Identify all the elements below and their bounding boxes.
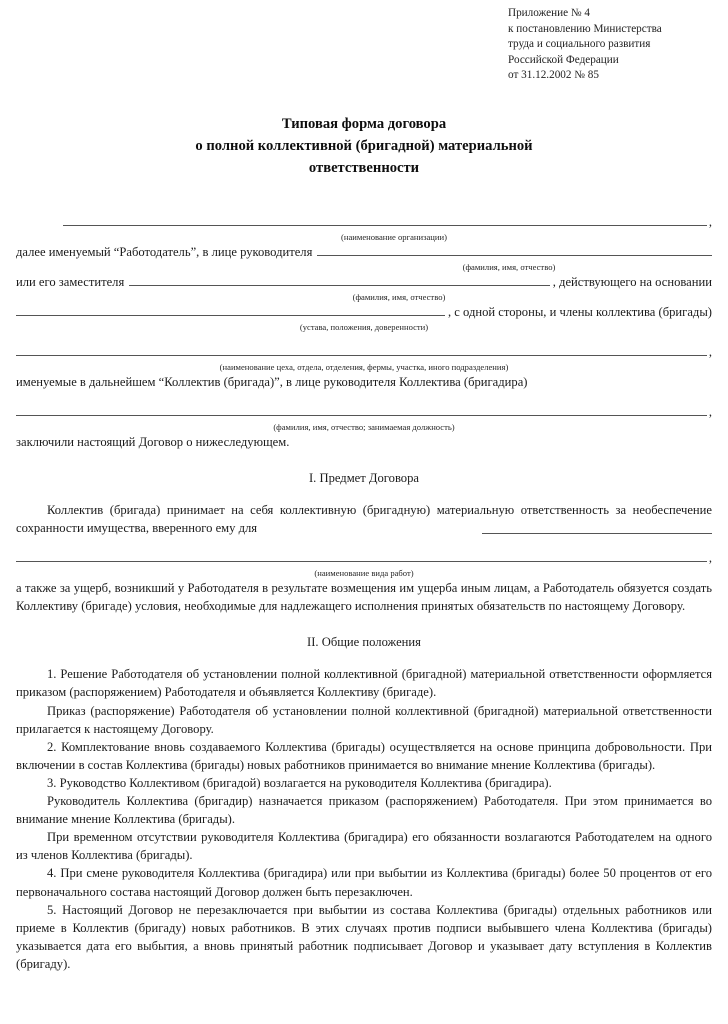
brigadier-trailing-comma: , — [708, 405, 712, 419]
charter-input-line[interactable] — [16, 304, 445, 316]
section-1-paragraph-2: а также за ущерб, возникший у Работодателя в результате возмещения им ущерба иным лицам, а Работодатель обязуется создать Коллективу (бригаде) условия, необходимые для надлежащего исполнения принятых обязательств по настоящему Договору. — [16, 581, 712, 614]
header-note-line-4: Российской Федерации — [508, 53, 619, 66]
collective-statement: именуемые в дальнейшем “Коллектив (бригада)”, в лице руководителя Коллектива (бригадира) — [16, 375, 528, 389]
header-note-line-2: к постановлению Министерства — [508, 22, 662, 35]
header-note — [508, 6, 723, 84]
section-2-paragraph-4: 3. Руководство Коллективом (бригадой) возлагается на руководителя Коллектива (бригадира). — [47, 775, 552, 790]
caption-subdivision: (наименование цеха, отдела, отделения, фермы, участка, иного подразделения) — [219, 362, 509, 372]
section-2-paragraph-3: 2. Комплектование вновь создаваемого Коллектива (бригады) осуществляется на основе принципа добровольности. При включении в состав Коллектива (бригады) новых работников принимается во внимание мнение Коллектива (бригады). — [16, 739, 712, 772]
caption-charter: (устава, положения, доверенности) — [299, 322, 429, 332]
work-type-input-line-part2[interactable] — [16, 550, 707, 562]
caption-fio-2: (фамилия, имя, отчество) — [352, 292, 446, 302]
deputy-input-line[interactable] — [129, 274, 550, 286]
header-note-line-1: Приложение № 4 — [508, 7, 590, 19]
field-brigadier-row — [16, 403, 712, 421]
work-type-trailing-comma: , — [708, 551, 712, 566]
section-2-paragraph-1: 1. Решение Работодателя об установлении полной коллективной (бригадной) материальной ответственности оформляется приказом (распоряжением) Работодателя и объявляется Коллективу (бригаде). — [16, 667, 712, 700]
preamble-block — [16, 179, 712, 451]
section-2-paragraph-6: При временном отсутствии руководителя Коллектива (бригадира) его обязанности возлагаются Работодателем на одного из членов Коллектива (бригады). — [16, 830, 712, 863]
page-title-line-1: Типовая форма договора — [281, 116, 447, 132]
section-2-paragraph-7: 4. При смене руководителя Коллектива (бригадира) или при выбытии из Коллектива (бригады) более 50 процентов от его первоначального состава настоящий Договор должен быть перезаключен. — [16, 866, 712, 899]
field-organization-row — [16, 213, 712, 231]
caption-fio-position: (фамилия, имя, отчество; занимаемая должность) — [273, 422, 455, 432]
caption-work-type: (наименование вида работ) — [314, 568, 414, 579]
employer-head-input-line[interactable] — [317, 244, 712, 256]
caption-fio-1: (фамилия, имя, отчество) — [462, 262, 556, 272]
field-subdivision-row — [16, 343, 712, 361]
deputy-label: или его заместителя — [16, 275, 125, 289]
deputy-tail-text: , действующего на основании — [552, 275, 712, 289]
field-deputy-row — [16, 273, 712, 291]
field-charter-row — [16, 303, 712, 321]
concluded-statement: заключили настоящий Договор о нижеследующем. — [16, 435, 290, 449]
work-type-input-line-part1[interactable] — [482, 522, 712, 534]
section-1-paragraph-1-text: Коллектив (бригада) принимает на себя коллективную (бригадную) материальную ответственность за необеспечение сохранности имущества, вверенного ему для — [16, 503, 712, 536]
section-2-heading: II. Общие положения — [307, 635, 421, 650]
section-1-heading: I. Предмет Договора — [308, 471, 419, 485]
section-2-paragraph-5: Руководитель Коллектива (бригадир) назначается приказом (распоряжением) Работодателя. При этом принимается во внимание мнение Коллектива (бригады). — [16, 794, 712, 827]
section-2-paragraph-2: Приказ (распоряжение) Работодателя об установлении полной коллективной (бригадной) материальной ответственности прилагается к настоящему Договору. — [16, 703, 712, 736]
subdivision-input-line[interactable] — [16, 344, 707, 356]
brigadier-input-line[interactable] — [16, 404, 707, 416]
header-note-line-3: труда и социального развития — [508, 38, 651, 51]
subdivision-trailing-comma: , — [708, 345, 712, 359]
section-2-paragraph-8: 5. Настоящий Договор не перезаключается при выбытии из состава Коллектива (бригады) отдельных работников или приеме в Коллектив (бригаду) новых работников. В этих случаях против подписи выбывшего члена Коллектива (бригады) указывается дата его выбытия, а вновь принятый работник подписывает Договор и указывает дату вступления в Коллектив (бригаду). — [16, 902, 712, 971]
field-work-type-row — [16, 549, 712, 567]
caption-organization: (наименование организации) — [341, 232, 447, 242]
header-note-line-5: от 31.12.2002 № 85 — [508, 69, 599, 82]
one-side-tail-text: , с одной стороны, и члены коллектива (бригады) — [447, 305, 712, 319]
employer-head-label: далее именуемый “Работодатель”, в лице руководителя — [16, 245, 313, 259]
page-title-line-3: ответственности — [308, 160, 420, 176]
organization-trailing-comma: , — [708, 215, 712, 229]
organization-input-line[interactable] — [63, 214, 707, 226]
page-title-line-2: о полной коллективной (бригадной) материальной — [195, 138, 533, 154]
field-employer-head-row — [16, 243, 712, 261]
